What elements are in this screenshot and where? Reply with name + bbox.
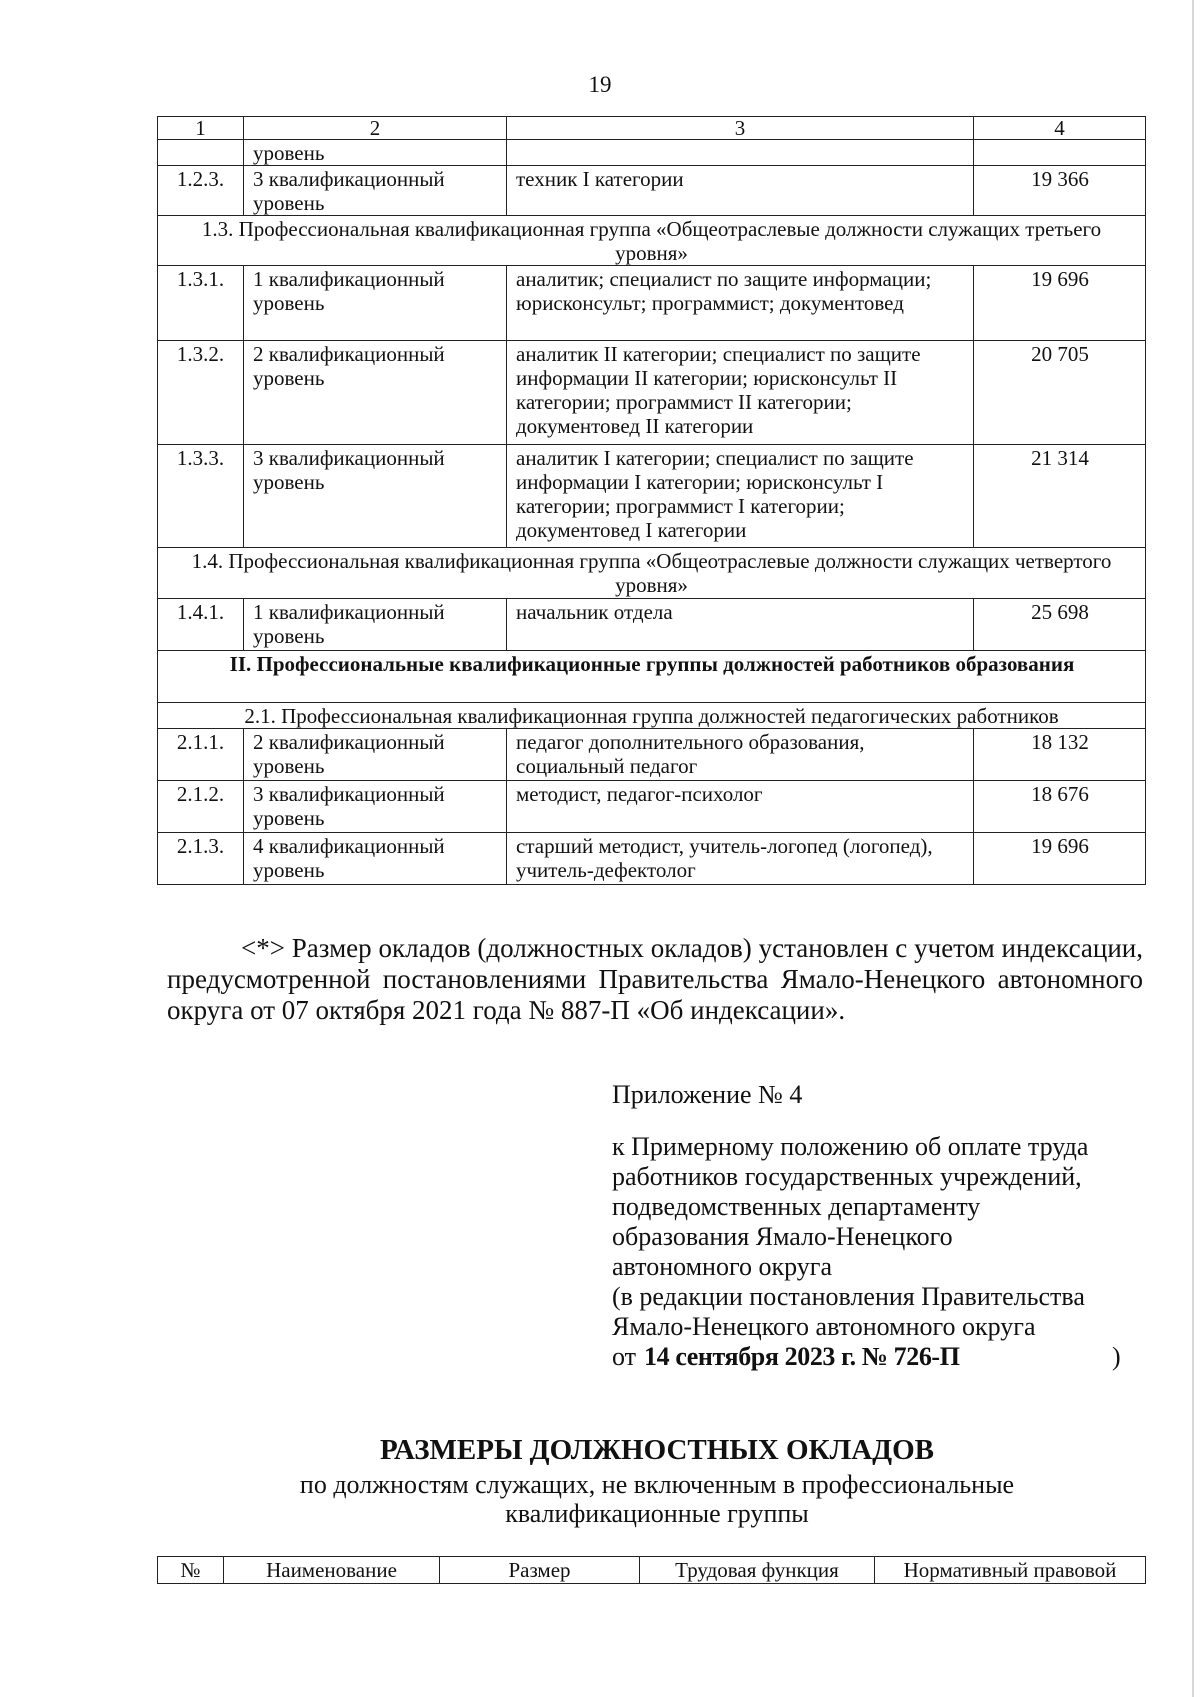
table-row [158, 833, 1146, 885]
salary-cell: 19 696 [974, 266, 1146, 341]
subtitle-line: по должностям служащих, не включенным в профессиональные [299, 1470, 1015, 1499]
footnote [167, 933, 1143, 1026]
page-number: 19 [588, 72, 612, 97]
col-header-legal-act: Нормативный правовой [875, 1557, 1146, 1584]
group-title: 2.1. Профессиональная квалификационная группа должностей педагогических работников [158, 703, 1146, 729]
salary-cell: 18 132 [974, 729, 1146, 781]
annex-line: автономного округа [612, 1252, 832, 1281]
col-header-3: 3 [507, 117, 974, 140]
posts-cell: старший методист, учитель-логопед (логопед), учитель-дефектолог [507, 833, 974, 885]
table-row [158, 729, 1146, 781]
posts-cell: техник I категории [507, 166, 974, 216]
footnote-text: <*> Размер окладов (должностных окладов) установлен с учетом индексации, предусмотренной постановлениями Правительства Ямало-Ненецкого автономного округа от 07 октября 2021 года № 887-П «Об индексации». [167, 933, 1143, 1025]
group-row [158, 548, 1146, 599]
section-title: II. Профессиональные квалификационные группы должностей работников образования [158, 651, 1146, 703]
level-cell: 2 квалификационный уровень [244, 729, 507, 781]
posts-cell: аналитик; специалист по защите информации; юрисконсульт; программист; документовед [507, 266, 974, 341]
table-row [158, 266, 1146, 341]
level-cell: 1 квалификационный уровень [244, 599, 507, 651]
annex-line: к Примерному положению об оплате труда [612, 1132, 1089, 1161]
decree-date-number: 14 сентября 2023 г. № 726-П [644, 1342, 960, 1371]
row-number: 2.1.3. [158, 833, 244, 885]
annex-line: работников государственных учреждений, [612, 1162, 1082, 1191]
row-number: 2.1.1. [158, 729, 244, 781]
table-header-row [158, 1557, 1146, 1584]
level-cell: 3 квалификационный уровень [244, 166, 507, 216]
salary-cell: 19 696 [974, 833, 1146, 885]
row-number: 1.3.2. [158, 341, 244, 445]
posts-cell: начальник отдела [507, 599, 974, 651]
annex-title: Приложение № 4 [612, 1080, 803, 1109]
table-row [158, 140, 1146, 166]
date-prefix: от [612, 1342, 637, 1371]
annex-reference [612, 1132, 1132, 1372]
col-header-function: Трудовая функция [640, 1557, 875, 1584]
salary-cell: 21 314 [974, 445, 1146, 548]
row-number: 2.1.2. [158, 781, 244, 833]
table-row [158, 781, 1146, 833]
group-row [158, 216, 1146, 266]
group-title: 1.3. Профессиональная квалификационная группа «Общеотраслевые должности служащих третьего уровня» [158, 216, 1146, 266]
table-row [158, 166, 1146, 216]
document-subtitle [0, 1470, 1200, 1528]
annex-line: Ямало-Ненецкого автономного округа [612, 1312, 1036, 1341]
col-header-4: 4 [974, 117, 1146, 140]
row-number: 1.3.1. [158, 266, 244, 341]
level-cell: 3 квалификационный уровень [244, 781, 507, 833]
row-number: 1.3.3. [158, 445, 244, 548]
table-row [158, 341, 1146, 445]
posts-cell: аналитик I категории; специалист по защите информации I категории; юрисконсульт I категории; программист I категории; документовед I категории [507, 445, 974, 548]
annex-date-line [612, 1342, 1132, 1372]
col-header-size: Размер [440, 1557, 640, 1584]
posts-cell: педагог дополнительного образования, социальный педагог [507, 729, 974, 781]
group-title: 1.4. Профессиональная квалификационная группа «Общеотраслевые должности служащих четвертого уровня» [158, 548, 1146, 599]
table-row [158, 445, 1146, 548]
document-title: РАЗМЕРЫ ДОЛЖНОСТНЫХ ОКЛАДОВ [379, 1434, 934, 1466]
col-header-number: № [158, 1557, 224, 1584]
annex-line: (в редакции постановления Правительства [612, 1282, 1085, 1311]
table-header-row [158, 117, 1146, 140]
section-row [158, 651, 1146, 703]
annex-line: подведомственных департаменту [612, 1192, 981, 1221]
row-number: 1.4.1. [158, 599, 244, 651]
salary-cell: 19 366 [974, 166, 1146, 216]
annex-line: образования Ямало-Ненецкого [612, 1222, 953, 1251]
posts-cell: аналитик II категории; специалист по защите информации II категории; юрисконсульт II категории; программист II категории; документовед II категории [507, 341, 974, 445]
table-row [158, 599, 1146, 651]
posts-cell: методист, педагог-психолог [507, 781, 974, 833]
level-cell: 3 квалификационный уровень [244, 445, 507, 548]
level-cell: 4 квалификационный уровень [244, 833, 507, 885]
subtitle-line: квалификационные группы [505, 1499, 809, 1528]
col-header-1: 1 [158, 117, 244, 140]
level-cell: 1 квалификационный уровень [244, 266, 507, 341]
salary-cell: 25 698 [974, 599, 1146, 651]
col-header-2: 2 [244, 117, 507, 140]
row-number: 1.2.3. [158, 166, 244, 216]
level-cell: 2 квалификационный уровень [244, 341, 507, 445]
salary-cell: 20 705 [974, 341, 1146, 445]
positions-table-header [157, 1556, 1146, 1584]
salary-table [157, 116, 1146, 885]
col-header-name: Наименование [224, 1557, 440, 1584]
annex-block [612, 1080, 1132, 1372]
level-cell: уровень [244, 140, 507, 166]
closing-parenthesis: ) [1112, 1342, 1121, 1371]
salary-cell: 18 676 [974, 781, 1146, 833]
group-row [158, 703, 1146, 729]
